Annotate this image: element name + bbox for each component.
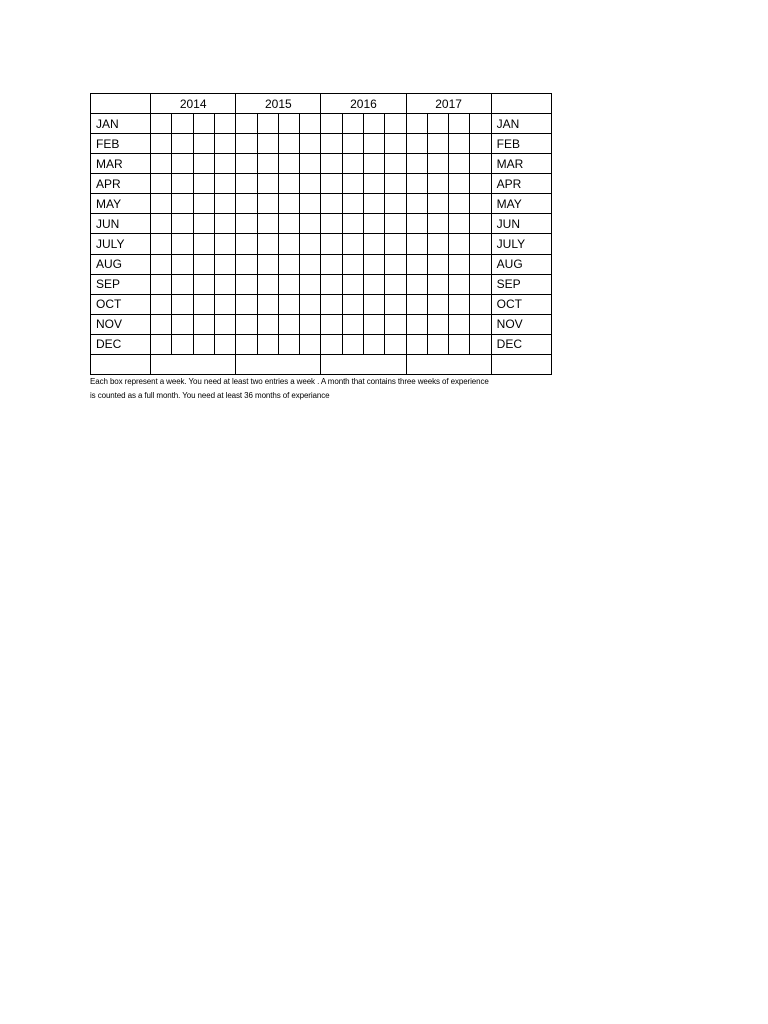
week-box[interactable] bbox=[427, 114, 448, 134]
week-box[interactable] bbox=[172, 214, 193, 234]
week-box[interactable] bbox=[151, 254, 172, 274]
week-box[interactable] bbox=[257, 174, 278, 194]
week-box[interactable] bbox=[300, 254, 321, 274]
week-box[interactable] bbox=[300, 114, 321, 134]
week-box[interactable] bbox=[406, 274, 427, 294]
week-box[interactable] bbox=[300, 314, 321, 334]
week-box[interactable] bbox=[236, 254, 257, 274]
week-box[interactable] bbox=[406, 134, 427, 154]
month-row bbox=[91, 114, 552, 134]
week-box[interactable] bbox=[236, 274, 257, 294]
week-box[interactable] bbox=[427, 134, 448, 154]
year-total-box[interactable] bbox=[151, 354, 236, 374]
totals-blank-right bbox=[491, 354, 551, 374]
week-box[interactable] bbox=[342, 254, 363, 274]
week-box[interactable] bbox=[151, 274, 172, 294]
week-box[interactable] bbox=[449, 194, 470, 214]
year-header: 2015 bbox=[236, 94, 321, 114]
week-box[interactable] bbox=[214, 134, 235, 154]
week-box[interactable] bbox=[257, 214, 278, 234]
instructions-note bbox=[90, 375, 650, 403]
week-box[interactable] bbox=[449, 214, 470, 234]
week-box[interactable] bbox=[214, 294, 235, 314]
week-box[interactable] bbox=[406, 114, 427, 134]
week-box[interactable] bbox=[193, 334, 214, 354]
week-box[interactable] bbox=[449, 174, 470, 194]
week-box[interactable] bbox=[363, 174, 384, 194]
week-box[interactable] bbox=[172, 194, 193, 214]
week-box[interactable] bbox=[470, 314, 491, 334]
week-box[interactable] bbox=[427, 234, 448, 254]
month-label-right: NOV bbox=[491, 314, 551, 334]
week-box[interactable] bbox=[342, 214, 363, 234]
month-label-left: DEC bbox=[91, 334, 151, 354]
week-box[interactable] bbox=[193, 274, 214, 294]
month-label-right: OCT bbox=[491, 294, 551, 314]
week-box[interactable] bbox=[257, 134, 278, 154]
week-box[interactable] bbox=[406, 214, 427, 234]
week-box[interactable] bbox=[300, 194, 321, 214]
week-box[interactable] bbox=[385, 314, 406, 334]
month-row bbox=[91, 134, 552, 154]
week-box[interactable] bbox=[257, 194, 278, 214]
experience-log-table bbox=[90, 93, 552, 375]
week-box[interactable] bbox=[470, 114, 491, 134]
week-box[interactable] bbox=[385, 234, 406, 254]
week-box[interactable] bbox=[257, 154, 278, 174]
week-box[interactable] bbox=[427, 174, 448, 194]
month-label-left: APR bbox=[91, 174, 151, 194]
week-box[interactable] bbox=[214, 314, 235, 334]
week-box[interactable] bbox=[321, 214, 342, 234]
year-header: 2017 bbox=[406, 94, 491, 114]
week-box[interactable] bbox=[214, 194, 235, 214]
week-box[interactable] bbox=[427, 214, 448, 234]
week-box[interactable] bbox=[363, 314, 384, 334]
month-label-right: SEP bbox=[491, 274, 551, 294]
week-box[interactable] bbox=[236, 294, 257, 314]
week-box[interactable] bbox=[449, 154, 470, 174]
month-label-left: NOV bbox=[91, 314, 151, 334]
week-box[interactable] bbox=[342, 274, 363, 294]
week-box[interactable] bbox=[172, 234, 193, 254]
week-box[interactable] bbox=[214, 174, 235, 194]
month-row bbox=[91, 294, 552, 314]
week-box[interactable] bbox=[470, 334, 491, 354]
week-box[interactable] bbox=[385, 294, 406, 314]
week-box[interactable] bbox=[470, 234, 491, 254]
week-box[interactable] bbox=[236, 114, 257, 134]
totals-blank-left bbox=[91, 354, 151, 374]
month-label-right: JAN bbox=[491, 114, 551, 134]
month-label-right: MAR bbox=[491, 154, 551, 174]
week-box[interactable] bbox=[321, 314, 342, 334]
week-box[interactable] bbox=[427, 154, 448, 174]
week-box[interactable] bbox=[236, 194, 257, 214]
month-label-right: FEB bbox=[491, 134, 551, 154]
week-box[interactable] bbox=[172, 134, 193, 154]
week-box[interactable] bbox=[257, 234, 278, 254]
week-box[interactable] bbox=[193, 234, 214, 254]
week-box[interactable] bbox=[257, 254, 278, 274]
week-box[interactable] bbox=[193, 174, 214, 194]
week-box[interactable] bbox=[193, 154, 214, 174]
year-total-box[interactable] bbox=[406, 354, 491, 374]
week-box[interactable] bbox=[385, 214, 406, 234]
week-box[interactable] bbox=[172, 294, 193, 314]
week-box[interactable] bbox=[278, 174, 299, 194]
week-box[interactable] bbox=[193, 114, 214, 134]
week-box[interactable] bbox=[342, 314, 363, 334]
week-box[interactable] bbox=[449, 114, 470, 134]
week-box[interactable] bbox=[236, 154, 257, 174]
week-box[interactable] bbox=[172, 114, 193, 134]
month-row bbox=[91, 254, 552, 274]
week-box[interactable] bbox=[236, 234, 257, 254]
week-box[interactable] bbox=[385, 134, 406, 154]
month-row bbox=[91, 154, 552, 174]
week-box[interactable] bbox=[278, 314, 299, 334]
instructions-line-2: is counted as a full month. You need at least 36 months of experiance bbox=[90, 391, 330, 400]
week-box[interactable] bbox=[321, 174, 342, 194]
week-box[interactable] bbox=[214, 234, 235, 254]
week-box[interactable] bbox=[470, 274, 491, 294]
month-label-left: JAN bbox=[91, 114, 151, 134]
week-box[interactable] bbox=[363, 194, 384, 214]
week-box[interactable] bbox=[342, 234, 363, 254]
header-blank-right bbox=[491, 94, 551, 114]
week-box[interactable] bbox=[193, 194, 214, 214]
week-box[interactable] bbox=[278, 134, 299, 154]
week-box[interactable] bbox=[300, 154, 321, 174]
week-box[interactable] bbox=[385, 334, 406, 354]
week-box[interactable] bbox=[470, 194, 491, 214]
week-box[interactable] bbox=[214, 114, 235, 134]
week-box[interactable] bbox=[406, 254, 427, 274]
week-box[interactable] bbox=[470, 294, 491, 314]
week-box[interactable] bbox=[321, 294, 342, 314]
week-box[interactable] bbox=[236, 214, 257, 234]
week-box[interactable] bbox=[385, 114, 406, 134]
week-box[interactable] bbox=[278, 274, 299, 294]
week-box[interactable] bbox=[300, 174, 321, 194]
week-box[interactable] bbox=[214, 214, 235, 234]
week-box[interactable] bbox=[385, 194, 406, 214]
week-box[interactable] bbox=[363, 214, 384, 234]
week-box[interactable] bbox=[321, 194, 342, 214]
month-row bbox=[91, 334, 552, 354]
month-row bbox=[91, 234, 552, 254]
week-box[interactable] bbox=[406, 154, 427, 174]
week-box[interactable] bbox=[257, 274, 278, 294]
week-box[interactable] bbox=[278, 294, 299, 314]
week-box[interactable] bbox=[363, 134, 384, 154]
week-box[interactable] bbox=[363, 294, 384, 314]
week-box[interactable] bbox=[363, 114, 384, 134]
month-label-right: JUN bbox=[491, 214, 551, 234]
week-box[interactable] bbox=[342, 294, 363, 314]
week-box[interactable] bbox=[172, 314, 193, 334]
week-box[interactable] bbox=[449, 134, 470, 154]
week-box[interactable] bbox=[257, 114, 278, 134]
year-header-row bbox=[91, 94, 552, 114]
week-box[interactable] bbox=[214, 334, 235, 354]
week-box[interactable] bbox=[321, 114, 342, 134]
week-box[interactable] bbox=[342, 334, 363, 354]
week-box[interactable] bbox=[151, 154, 172, 174]
week-box[interactable] bbox=[321, 254, 342, 274]
week-box[interactable] bbox=[321, 234, 342, 254]
week-box[interactable] bbox=[427, 194, 448, 214]
week-box[interactable] bbox=[342, 154, 363, 174]
month-row bbox=[91, 314, 552, 334]
week-box[interactable] bbox=[151, 134, 172, 154]
week-box[interactable] bbox=[278, 214, 299, 234]
month-label-right: DEC bbox=[491, 334, 551, 354]
month-label-left: MAY bbox=[91, 194, 151, 214]
week-box[interactable] bbox=[342, 194, 363, 214]
week-box[interactable] bbox=[300, 234, 321, 254]
week-box[interactable] bbox=[449, 254, 470, 274]
month-label-left: JUN bbox=[91, 214, 151, 234]
week-box[interactable] bbox=[151, 114, 172, 134]
week-box[interactable] bbox=[363, 234, 384, 254]
week-box[interactable] bbox=[427, 294, 448, 314]
week-box[interactable] bbox=[427, 254, 448, 274]
week-box[interactable] bbox=[257, 294, 278, 314]
week-box[interactable] bbox=[278, 254, 299, 274]
week-box[interactable] bbox=[321, 334, 342, 354]
week-box[interactable] bbox=[214, 154, 235, 174]
month-row bbox=[91, 174, 552, 194]
week-box[interactable] bbox=[257, 314, 278, 334]
month-label-right: AUG bbox=[491, 254, 551, 274]
week-box[interactable] bbox=[300, 214, 321, 234]
year-total-box[interactable] bbox=[236, 354, 321, 374]
week-box[interactable] bbox=[363, 154, 384, 174]
week-box[interactable] bbox=[470, 134, 491, 154]
week-box[interactable] bbox=[151, 234, 172, 254]
week-box[interactable] bbox=[193, 294, 214, 314]
month-label-left: JULY bbox=[91, 234, 151, 254]
week-box[interactable] bbox=[342, 174, 363, 194]
week-box[interactable] bbox=[406, 194, 427, 214]
instructions-line-1: Each box represent a week. You need at least two entries a week . A month that contains three weeks of experience bbox=[90, 377, 489, 386]
week-box[interactable] bbox=[449, 294, 470, 314]
week-box[interactable] bbox=[427, 274, 448, 294]
week-box[interactable] bbox=[193, 134, 214, 154]
week-box[interactable] bbox=[470, 174, 491, 194]
week-box[interactable] bbox=[406, 174, 427, 194]
week-box[interactable] bbox=[151, 194, 172, 214]
week-box[interactable] bbox=[449, 234, 470, 254]
week-box[interactable] bbox=[363, 274, 384, 294]
week-box[interactable] bbox=[151, 294, 172, 314]
month-label-left: FEB bbox=[91, 134, 151, 154]
week-box[interactable] bbox=[300, 134, 321, 154]
week-box[interactable] bbox=[172, 274, 193, 294]
month-label-left: SEP bbox=[91, 274, 151, 294]
week-box[interactable] bbox=[385, 154, 406, 174]
week-box[interactable] bbox=[363, 254, 384, 274]
week-box[interactable] bbox=[470, 214, 491, 234]
week-box[interactable] bbox=[151, 174, 172, 194]
week-box[interactable] bbox=[278, 234, 299, 254]
month-label-left: MAR bbox=[91, 154, 151, 174]
month-label-right: MAY bbox=[491, 194, 551, 214]
week-box[interactable] bbox=[321, 274, 342, 294]
year-total-box[interactable] bbox=[321, 354, 406, 374]
week-box[interactable] bbox=[172, 174, 193, 194]
week-box[interactable] bbox=[193, 314, 214, 334]
week-box[interactable] bbox=[406, 294, 427, 314]
week-box[interactable] bbox=[300, 274, 321, 294]
week-box[interactable] bbox=[300, 334, 321, 354]
week-box[interactable] bbox=[257, 334, 278, 354]
week-box[interactable] bbox=[278, 114, 299, 134]
week-box[interactable] bbox=[342, 134, 363, 154]
week-box[interactable] bbox=[193, 214, 214, 234]
month-label-right: JULY bbox=[491, 234, 551, 254]
year-header: 2014 bbox=[151, 94, 236, 114]
week-box[interactable] bbox=[385, 174, 406, 194]
week-box[interactable] bbox=[236, 314, 257, 334]
week-box[interactable] bbox=[172, 254, 193, 274]
week-box[interactable] bbox=[214, 254, 235, 274]
week-box[interactable] bbox=[385, 254, 406, 274]
week-box[interactable] bbox=[470, 154, 491, 174]
week-box[interactable] bbox=[300, 294, 321, 314]
week-box[interactable] bbox=[449, 314, 470, 334]
week-box[interactable] bbox=[385, 274, 406, 294]
year-header: 2016 bbox=[321, 94, 406, 114]
week-box[interactable] bbox=[278, 194, 299, 214]
week-box[interactable] bbox=[470, 254, 491, 274]
week-box[interactable] bbox=[172, 334, 193, 354]
header-blank-left bbox=[91, 94, 151, 114]
week-box[interactable] bbox=[449, 274, 470, 294]
week-box[interactable] bbox=[406, 234, 427, 254]
week-box[interactable] bbox=[172, 154, 193, 174]
week-box[interactable] bbox=[406, 334, 427, 354]
week-box[interactable] bbox=[363, 334, 384, 354]
week-box[interactable] bbox=[449, 334, 470, 354]
week-box[interactable] bbox=[342, 114, 363, 134]
week-box[interactable] bbox=[236, 334, 257, 354]
week-box[interactable] bbox=[321, 134, 342, 154]
week-box[interactable] bbox=[278, 334, 299, 354]
week-box[interactable] bbox=[427, 314, 448, 334]
week-box[interactable] bbox=[151, 214, 172, 234]
week-box[interactable] bbox=[406, 314, 427, 334]
month-label-left: AUG bbox=[91, 254, 151, 274]
month-label-left: OCT bbox=[91, 294, 151, 314]
month-row bbox=[91, 194, 552, 214]
totals-row bbox=[91, 354, 552, 374]
week-box[interactable] bbox=[321, 154, 342, 174]
week-box[interactable] bbox=[151, 314, 172, 334]
week-box[interactable] bbox=[278, 154, 299, 174]
week-box[interactable] bbox=[236, 174, 257, 194]
week-box[interactable] bbox=[193, 254, 214, 274]
month-row bbox=[91, 274, 552, 294]
week-box[interactable] bbox=[427, 334, 448, 354]
week-box[interactable] bbox=[151, 334, 172, 354]
month-label-right: APR bbox=[491, 174, 551, 194]
week-box[interactable] bbox=[214, 274, 235, 294]
month-row bbox=[91, 214, 552, 234]
week-box[interactable] bbox=[236, 134, 257, 154]
